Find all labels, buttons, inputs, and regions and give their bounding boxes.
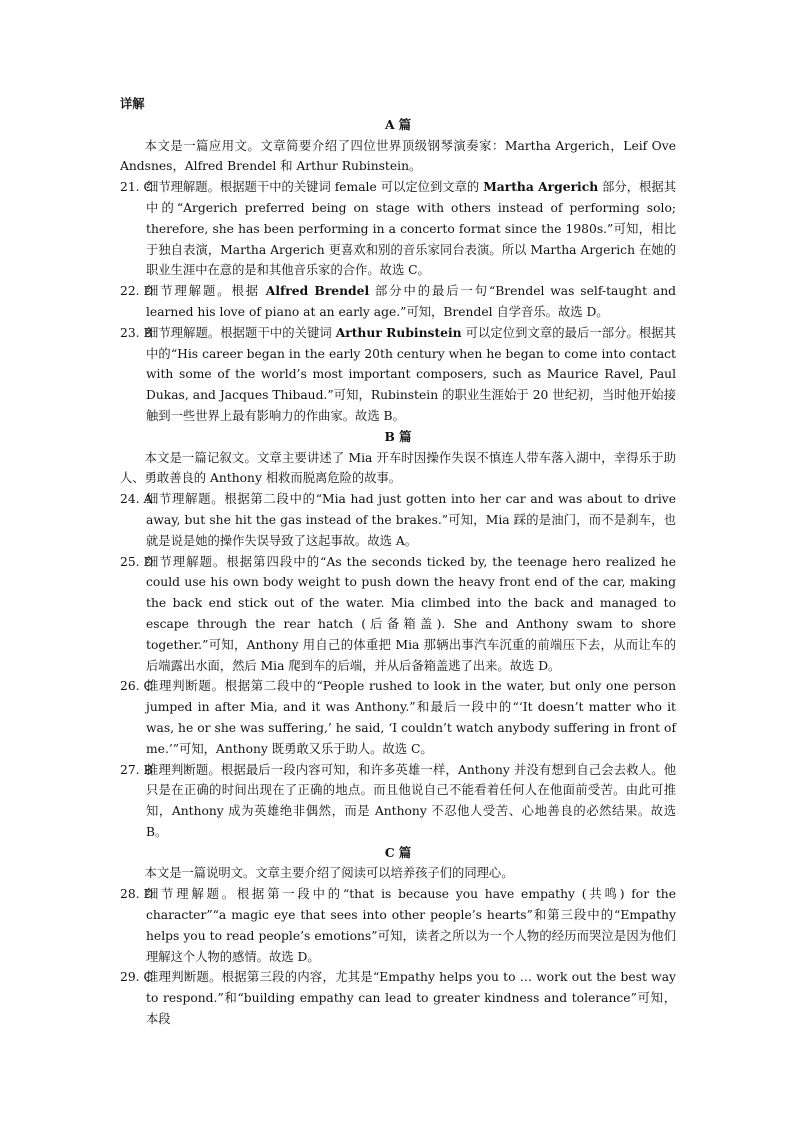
answer-item-29 xyxy=(120,967,676,1029)
answer-item-27 xyxy=(120,760,676,843)
answer-text: 推理判断题。根据最后一段内容可知，和许多英雄一样，Anthony 并没有想到自己会去救人。他只是在正确的时间出现在了正确的地点。而且他说自己不能看着任何人在他面前受苦。由此可推知，Anthony 成为英雄绝非偶然，而是 Anthony 不忍他人受苦、心地善良的必然结果。故选 B。 xyxy=(146,762,676,839)
keyword: Arthur Rubinstein xyxy=(335,324,462,340)
answer-number: 22. D xyxy=(120,284,154,299)
answer-text: 细节理解题。根据第二段中的“Mia had just gotten into her car and was about to drive away, but she hit the gas instead of the brakes.”可知，Mia 踩的是油门，而不是刹车，也就是说是她的操作失误导致了这起事故。故选 A。 xyxy=(146,492,676,548)
text-run: 部分中的最后一句“Brendel was self-taught and learned his love of piano at an early age.”可知，Brendel 自学音乐。故选 D。 xyxy=(146,284,676,319)
page-heading: 详解 xyxy=(120,96,145,111)
section-intro: 本文是一篇记叙文。文章主要讲述了 Mia 开车时因操作失误不慎连人带车落入湖中，幸得乐于助人、勇敢善良的 Anthony 相救而脱离危险的故事。 xyxy=(120,450,676,486)
answer-item-23 xyxy=(120,323,676,427)
answer-number: 23. B xyxy=(120,325,153,340)
text-run: 部分，根据其中的“Argerich preferred being on stage with others instead of performing solo; therefore, she has been performing in a concerto format since the 1980s.”可知，相比于独自表演，Martha Argerich 更喜欢和别的音乐家同台表演。所以 Martha Argerich 在她的职业生涯中在意的是和其他音乐家的合作。故选 C。 xyxy=(146,180,676,278)
answer-number: 25. D xyxy=(120,554,154,569)
answer-item-25 xyxy=(120,552,676,677)
answer-text: 推理判断题。根据第三段的内容，尤其是“Empathy helps you to … work out the best way to respond.”和“building empathy can lead to greater kindness and tolerance”可知，本段 xyxy=(146,970,676,1027)
text-run: 细节理解题。根据题干中的关键词 female 可以定位到文章的 xyxy=(146,180,484,195)
answer-explanation xyxy=(120,94,676,1030)
answer-number: 24. A xyxy=(120,492,153,507)
section-intro: 本文是一篇说明文。文章主要介绍了阅读可以培养孩子们的同理心。 xyxy=(144,866,514,881)
section-title: B 篇 xyxy=(384,428,412,444)
answer-text: 细节理解题。根据第一段中的“that is because you have empathy (共鸣) for the character”“a magic eye that sees into other people’s hearts”和第三段中的“Empathy helps you to read people’s emotions”可知，读者之所以为一个人物的经历而哭泣是因为他们理解这个人物的感情。故选 D。 xyxy=(146,887,676,964)
text-run: 可以定位到文章的最后一部分。根据其中的“His career began in the early 20th century when he began to come into contact with some of the world’s most important composers, such as Maurice Ravel, Paul Dukas, and Jacques Thibaud.”可知，Rubinstein 的职业生涯始于 20 世纪初，当时他开始接触到一些世界上最有影响力的作曲家。故选 B。 xyxy=(146,325,676,423)
answer-item-26 xyxy=(120,676,676,759)
answer-number: 29. C xyxy=(120,970,153,985)
answer-item-22 xyxy=(120,281,676,323)
section-intro: 本文是一篇应用文。文章简要介绍了四位世界顶级钢琴演奏家：Martha Argerich，Leif Ove Andsnes，Alfred Brendel 和 Arthur Rubinstein。 xyxy=(120,138,676,174)
answer-text xyxy=(146,281,676,323)
text-run: 细节理解题。根据题干中的关键词 xyxy=(146,325,336,340)
section-title: A 篇 xyxy=(384,116,412,132)
keyword: Martha Argerich xyxy=(483,179,599,195)
answer-text xyxy=(146,323,676,427)
answer-item-28 xyxy=(120,884,676,967)
section-b xyxy=(120,427,676,843)
answer-number: 28. D xyxy=(120,887,154,902)
keyword: Alfred Brendel xyxy=(265,283,370,299)
answer-text: 细节理解题。根据第四段中的“As the seconds ticked by, the teenage hero realized he could use his own body weight to push down the heavy front end of the car, making the back end stick out of the water. Mia climbed into the back and managed to escape through the rear hatch (后备箱盖). She and Anthony swam to shore together.”可知，Anthony 用自己的体重把 Mia 那辆出事汽车沉重的前端压下去，从而让车的后端露出水面，然后 Mia 爬到车的后端，并从后备箱盖逃了出来。故选 D。 xyxy=(146,554,676,673)
text-run: 细节理解题。根据 xyxy=(146,284,266,299)
answer-number: 27. B xyxy=(120,762,153,777)
section-a xyxy=(120,115,676,427)
answer-text xyxy=(146,177,676,281)
answer-item-21 xyxy=(120,177,676,281)
section-title: C 篇 xyxy=(384,844,412,860)
answer-item-24 xyxy=(120,489,676,551)
section-c xyxy=(120,843,676,1030)
answer-number: 21. C xyxy=(120,180,153,195)
answer-text: 推理判断题。根据第二段中的“People rushed to look in the water, but only one person jumped in after Mia, and it was Anthony.”和最后一段中的“‘It doesn’t matter who it was, he or she was suffering,’ he said, ‘I couldn’t watch anybody suffering in front of me.’”可知，Anthony 既勇敢又乐于助人。故选 C。 xyxy=(146,679,676,756)
answer-number: 26. C xyxy=(120,679,153,694)
